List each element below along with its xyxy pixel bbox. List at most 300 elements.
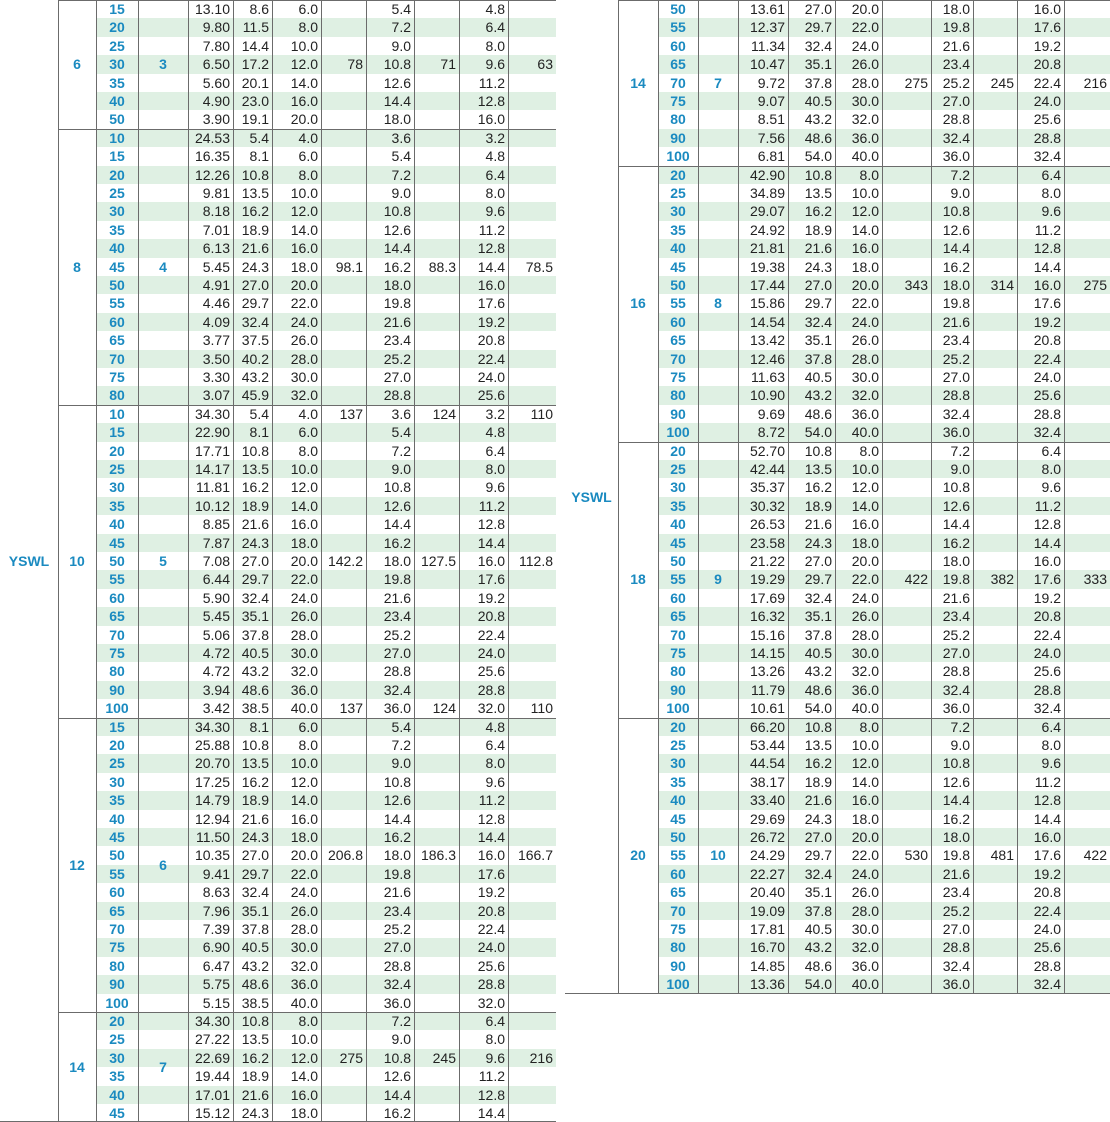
value-cell: 29.69 xyxy=(749,810,785,827)
value-cell: 20.8 xyxy=(477,332,505,349)
value-cell: 20.0 xyxy=(290,277,318,293)
size-cell: 15 xyxy=(109,148,125,165)
size-cell: 40 xyxy=(109,93,125,109)
column-divider xyxy=(788,0,789,994)
table-top-border xyxy=(58,0,556,1)
value-cell: 30.0 xyxy=(290,645,318,661)
size-cell: 90 xyxy=(670,405,686,422)
value-cell: 30.32 xyxy=(749,497,785,514)
value-cell: 32.4 xyxy=(942,681,970,698)
value-cell: 32.4 xyxy=(804,865,832,882)
value-cell: 10.8 xyxy=(383,479,411,496)
value-cell: 32.0 xyxy=(290,663,318,680)
value-cell: 22.69 xyxy=(194,1049,230,1066)
value-cell: 14.4 xyxy=(477,829,505,845)
value-cell: 37.8 xyxy=(804,626,832,643)
value-cell: 40.5 xyxy=(241,645,269,661)
value-cell: 25.6 xyxy=(1033,111,1061,128)
value-cell: 10.8 xyxy=(804,442,832,459)
value-cell: 8.1 xyxy=(249,424,269,441)
value-cell: 18.9 xyxy=(241,1068,269,1085)
size-cell: 55 xyxy=(109,295,125,312)
value-cell: 25.2 xyxy=(942,902,970,919)
value-cell: 4.46 xyxy=(202,295,230,312)
value-cell: 6.4 xyxy=(1041,718,1061,735)
value-cell: 3.07 xyxy=(202,387,230,404)
value-cell: 26.0 xyxy=(290,902,318,919)
group-diameter: 6 xyxy=(73,56,81,73)
value-cell: 29.7 xyxy=(804,295,832,312)
value-cell: 22.0 xyxy=(290,865,318,882)
value-cell: 32.4 xyxy=(942,129,970,146)
value-cell: 14.4 xyxy=(241,37,269,54)
size-cell: 40 xyxy=(670,240,686,257)
value-cell: 19.2 xyxy=(1033,37,1061,54)
value-cell: 29.7 xyxy=(804,571,832,588)
value-cell: 9.0 xyxy=(391,1031,411,1048)
value-cell: 18.9 xyxy=(241,792,269,809)
value-cell: 23.58 xyxy=(749,534,785,551)
value-cell: 14.4 xyxy=(383,1086,411,1103)
value-cell: 21.6 xyxy=(241,240,269,257)
value-cell: 20.8 xyxy=(1033,332,1061,349)
value-cell: 14.0 xyxy=(290,221,318,238)
value-cell: 21.6 xyxy=(241,1086,269,1103)
value-cell: 9.81 xyxy=(202,185,230,201)
size-cell: 40 xyxy=(670,792,686,809)
value-cell: 23.0 xyxy=(241,93,269,109)
size-cell: 70 xyxy=(670,350,686,367)
column-divider xyxy=(1017,0,1018,994)
value-cell: 14.0 xyxy=(290,497,318,514)
value-cell: 9.0 xyxy=(391,185,411,201)
value-cell: 22.4 xyxy=(1033,902,1061,919)
size-cell: 25 xyxy=(109,461,125,477)
size-cell: 80 xyxy=(670,387,686,404)
size-cell: 45 xyxy=(670,810,686,827)
size-cell: 60 xyxy=(670,37,686,54)
value-cell: 6.4 xyxy=(485,1013,505,1029)
value-cell: 7.2 xyxy=(391,19,411,36)
value-cell: 35.1 xyxy=(804,332,832,349)
value-cell: 25.88 xyxy=(194,737,230,753)
value-cell: 36.0 xyxy=(383,700,411,717)
group-index: 6 xyxy=(159,856,167,873)
summary-value: 245 xyxy=(432,1049,456,1066)
value-cell: 7.2 xyxy=(950,166,970,183)
size-cell: 20 xyxy=(109,1013,125,1029)
value-cell: 8.0 xyxy=(298,737,318,753)
value-cell: 18.0 xyxy=(290,258,318,275)
value-cell: 16.2 xyxy=(383,258,411,275)
size-cell: 55 xyxy=(109,865,125,882)
value-cell: 6.0 xyxy=(298,424,318,441)
value-cell: 9.6 xyxy=(485,773,505,790)
value-cell: 8.0 xyxy=(859,166,879,183)
summary-value: 275 xyxy=(339,1049,363,1066)
value-cell: 30.0 xyxy=(290,369,318,385)
size-cell: 30 xyxy=(109,56,125,73)
table-top-border xyxy=(618,0,1110,1)
value-cell: 30.0 xyxy=(851,645,879,661)
value-cell: 8.0 xyxy=(485,461,505,477)
value-cell: 32.4 xyxy=(804,313,832,330)
size-cell: 90 xyxy=(670,681,686,698)
value-cell: 22.4 xyxy=(1033,626,1061,643)
column-divider xyxy=(738,0,739,994)
value-cell: 7.2 xyxy=(391,166,411,183)
value-cell: 37.8 xyxy=(241,921,269,937)
value-cell: 36.0 xyxy=(290,681,318,698)
size-cell: 35 xyxy=(670,221,686,238)
size-cell: 15 xyxy=(109,424,125,441)
value-cell: 28.0 xyxy=(290,626,318,643)
value-cell: 20.70 xyxy=(194,755,230,772)
value-cell: 10.8 xyxy=(804,166,832,183)
table-bottom-border xyxy=(565,993,1110,994)
value-cell: 48.6 xyxy=(241,976,269,993)
value-cell: 21.6 xyxy=(942,313,970,330)
column-divider xyxy=(459,0,460,1122)
value-cell: 19.8 xyxy=(942,847,970,864)
value-cell: 32.4 xyxy=(1033,976,1061,993)
value-cell: 24.0 xyxy=(851,37,879,54)
value-cell: 5.4 xyxy=(391,148,411,165)
group-divider xyxy=(618,442,1110,443)
value-cell: 5.60 xyxy=(202,74,230,91)
value-cell: 10.61 xyxy=(749,700,785,717)
value-cell: 18.0 xyxy=(383,553,411,569)
size-cell: 50 xyxy=(109,847,125,864)
value-cell: 36.0 xyxy=(851,129,879,146)
summary-value: 481 xyxy=(990,847,1014,864)
size-cell: 80 xyxy=(670,939,686,956)
value-cell: 14.0 xyxy=(290,74,318,91)
value-cell: 18.9 xyxy=(804,497,832,514)
value-cell: 19.09 xyxy=(749,902,785,919)
value-cell: 16.0 xyxy=(477,111,505,128)
value-cell: 10.8 xyxy=(942,479,970,496)
value-cell: 22.0 xyxy=(851,571,879,588)
group-index: 7 xyxy=(714,74,722,91)
value-cell: 10.8 xyxy=(383,203,411,220)
value-cell: 14.0 xyxy=(851,773,879,790)
value-cell: 17.6 xyxy=(1033,847,1061,864)
value-cell: 23.4 xyxy=(942,332,970,349)
value-cell: 17.6 xyxy=(477,571,505,588)
value-cell: 23.4 xyxy=(942,56,970,73)
value-cell: 17.6 xyxy=(477,865,505,882)
column-divider xyxy=(882,0,883,994)
value-cell: 6.4 xyxy=(485,737,505,753)
spec-table-right xyxy=(565,0,1110,994)
value-cell: 37.8 xyxy=(804,350,832,367)
value-cell: 22.4 xyxy=(477,921,505,937)
size-cell: 30 xyxy=(109,479,125,496)
value-cell: 10.8 xyxy=(241,737,269,753)
value-cell: 38.5 xyxy=(241,994,269,1011)
value-cell: 20.8 xyxy=(1033,884,1061,901)
value-cell: 6.44 xyxy=(202,571,230,588)
group-diameter: 14 xyxy=(69,1058,85,1075)
value-cell: 24.0 xyxy=(851,865,879,882)
value-cell: 14.85 xyxy=(749,957,785,974)
value-cell: 24.0 xyxy=(290,313,318,330)
value-cell: 3.2 xyxy=(485,405,505,422)
value-cell: 5.4 xyxy=(249,129,269,146)
value-cell: 5.4 xyxy=(391,424,411,441)
value-cell: 16.2 xyxy=(241,203,269,220)
value-cell: 12.0 xyxy=(290,773,318,790)
column-divider xyxy=(138,0,139,1122)
value-cell: 32.0 xyxy=(851,939,879,956)
value-cell: 16.0 xyxy=(477,553,505,569)
value-cell: 40.5 xyxy=(804,369,832,385)
value-cell: 7.2 xyxy=(950,442,970,459)
value-cell: 11.2 xyxy=(478,1068,505,1085)
value-cell: 35.1 xyxy=(804,56,832,73)
value-cell: 16.0 xyxy=(290,93,318,109)
value-cell: 32.0 xyxy=(477,994,505,1011)
value-cell: 12.6 xyxy=(383,497,411,514)
value-cell: 5.06 xyxy=(202,626,230,643)
summary-value: 71 xyxy=(440,56,456,73)
value-cell: 10.0 xyxy=(290,755,318,772)
value-cell: 14.4 xyxy=(383,516,411,533)
summary-value: 98.1 xyxy=(335,258,363,275)
value-cell: 10.8 xyxy=(241,442,269,459)
value-cell: 14.0 xyxy=(851,221,879,238)
value-cell: 4.8 xyxy=(485,148,505,165)
value-cell: 16.0 xyxy=(1033,1,1061,17)
value-cell: 22.0 xyxy=(290,571,318,588)
value-cell: 7.2 xyxy=(391,737,411,753)
group-diameter: 8 xyxy=(73,258,81,275)
value-cell: 19.38 xyxy=(749,258,785,275)
size-cell: 30 xyxy=(670,203,686,220)
value-cell: 17.69 xyxy=(749,589,785,606)
summary-value: 166.7 xyxy=(517,847,553,864)
value-cell: 10.0 xyxy=(851,185,879,201)
value-cell: 9.07 xyxy=(757,93,785,109)
value-cell: 12.6 xyxy=(942,497,970,514)
summary-value: 124 xyxy=(432,405,456,422)
value-cell: 26.0 xyxy=(290,332,318,349)
value-cell: 32.4 xyxy=(241,884,269,901)
value-cell: 9.6 xyxy=(1041,755,1061,772)
value-cell: 24.0 xyxy=(1033,93,1061,109)
value-cell: 20.0 xyxy=(290,553,318,569)
value-cell: 4.72 xyxy=(202,645,230,661)
size-cell: 100 xyxy=(105,994,129,1011)
value-cell: 18.0 xyxy=(290,829,318,845)
group-diameter: 16 xyxy=(630,295,646,312)
size-cell: 20 xyxy=(109,19,125,36)
value-cell: 4.90 xyxy=(202,93,230,109)
size-cell: 75 xyxy=(670,921,686,937)
value-cell: 20.1 xyxy=(241,74,269,91)
value-cell: 20.0 xyxy=(851,1,879,17)
value-cell: 26.72 xyxy=(749,829,785,845)
value-cell: 14.4 xyxy=(942,792,970,809)
summary-value: 422 xyxy=(904,571,928,588)
size-cell: 25 xyxy=(109,1031,125,1048)
value-cell: 7.56 xyxy=(757,129,785,146)
value-cell: 30.0 xyxy=(851,93,879,109)
value-cell: 19.2 xyxy=(477,884,505,901)
value-cell: 36.0 xyxy=(383,994,411,1011)
value-cell: 9.6 xyxy=(1041,479,1061,496)
value-cell: 23.4 xyxy=(383,608,411,625)
value-cell: 12.6 xyxy=(942,773,970,790)
column-divider xyxy=(233,0,234,1122)
value-cell: 21.6 xyxy=(804,792,832,809)
value-cell: 24.3 xyxy=(804,258,832,275)
value-cell: 32.4 xyxy=(804,589,832,606)
value-cell: 9.0 xyxy=(950,185,970,201)
size-cell: 30 xyxy=(670,755,686,772)
value-cell: 12.26 xyxy=(194,166,230,183)
size-cell: 45 xyxy=(109,258,125,275)
value-cell: 8.0 xyxy=(485,185,505,201)
size-cell: 30 xyxy=(109,203,125,220)
value-cell: 21.6 xyxy=(942,865,970,882)
value-cell: 28.8 xyxy=(477,681,505,698)
value-cell: 11.81 xyxy=(196,479,230,496)
value-cell: 8.0 xyxy=(298,1013,318,1029)
value-cell: 22.0 xyxy=(851,295,879,312)
value-cell: 24.29 xyxy=(749,847,785,864)
value-cell: 13.5 xyxy=(241,461,269,477)
value-cell: 16.0 xyxy=(851,792,879,809)
value-cell: 12.0 xyxy=(851,203,879,220)
value-cell: 21.6 xyxy=(383,884,411,901)
value-cell: 15.16 xyxy=(749,626,785,643)
summary-value: 88.3 xyxy=(428,258,456,275)
value-cell: 10.8 xyxy=(241,1013,269,1029)
value-cell: 35.1 xyxy=(241,902,269,919)
value-cell: 24.0 xyxy=(290,589,318,606)
value-cell: 8.0 xyxy=(1041,461,1061,477)
value-cell: 18.0 xyxy=(290,1105,318,1121)
column-divider xyxy=(835,0,836,994)
value-cell: 9.6 xyxy=(485,479,505,496)
value-cell: 19.8 xyxy=(383,295,411,312)
value-cell: 9.0 xyxy=(391,461,411,477)
size-cell: 25 xyxy=(109,37,125,54)
value-cell: 17.6 xyxy=(1033,19,1061,36)
value-cell: 27.0 xyxy=(383,645,411,661)
summary-value: 137 xyxy=(339,405,363,422)
value-cell: 20.8 xyxy=(1033,608,1061,625)
value-cell: 11.2 xyxy=(478,221,505,238)
value-cell: 12.94 xyxy=(194,810,230,827)
size-cell: 65 xyxy=(109,902,125,919)
value-cell: 25.2 xyxy=(942,350,970,367)
value-cell: 12.6 xyxy=(383,74,411,91)
size-cell: 40 xyxy=(109,810,125,827)
column-divider xyxy=(508,0,509,1122)
value-cell: 6.4 xyxy=(485,19,505,36)
size-cell: 75 xyxy=(109,369,125,385)
value-cell: 22.4 xyxy=(1033,350,1061,367)
value-cell: 21.6 xyxy=(383,313,411,330)
size-cell: 80 xyxy=(109,663,125,680)
value-cell: 16.2 xyxy=(942,534,970,551)
value-cell: 12.8 xyxy=(477,810,505,827)
size-cell: 65 xyxy=(670,884,686,901)
value-cell: 8.0 xyxy=(485,1031,505,1048)
size-cell: 65 xyxy=(109,608,125,625)
size-cell: 50 xyxy=(670,829,686,845)
value-cell: 28.8 xyxy=(383,663,411,680)
value-cell: 42.90 xyxy=(749,166,785,183)
value-cell: 24.0 xyxy=(851,589,879,606)
column-divider xyxy=(698,0,699,994)
value-cell: 48.6 xyxy=(804,129,832,146)
value-cell: 13.42 xyxy=(749,332,785,349)
size-cell: 75 xyxy=(109,939,125,956)
value-cell: 38.17 xyxy=(749,773,785,790)
value-cell: 27.22 xyxy=(194,1031,230,1048)
value-cell: 13.36 xyxy=(749,976,785,993)
value-cell: 6.0 xyxy=(298,148,318,165)
size-cell: 20 xyxy=(670,442,686,459)
value-cell: 14.4 xyxy=(383,240,411,257)
size-cell: 60 xyxy=(109,884,125,901)
value-cell: 27.0 xyxy=(942,645,970,661)
value-cell: 22.0 xyxy=(851,19,879,36)
value-cell: 5.45 xyxy=(202,608,230,625)
value-cell: 25.2 xyxy=(383,921,411,937)
value-cell: 48.6 xyxy=(804,681,832,698)
value-cell: 16.2 xyxy=(383,1105,411,1121)
value-cell: 9.6 xyxy=(485,1049,505,1066)
summary-value: 127.5 xyxy=(420,553,456,569)
value-cell: 14.15 xyxy=(749,645,785,661)
value-cell: 40.0 xyxy=(290,700,318,717)
value-cell: 40.5 xyxy=(804,921,832,937)
value-cell: 4.72 xyxy=(202,663,230,680)
size-cell: 35 xyxy=(109,792,125,809)
size-cell: 80 xyxy=(670,111,686,128)
size-cell: 40 xyxy=(670,516,686,533)
value-cell: 3.94 xyxy=(202,681,230,698)
value-cell: 35.1 xyxy=(804,884,832,901)
value-cell: 35.1 xyxy=(241,608,269,625)
column-divider xyxy=(366,0,367,1122)
size-cell: 75 xyxy=(670,369,686,385)
value-cell: 34.89 xyxy=(749,185,785,201)
value-cell: 10.0 xyxy=(851,461,879,477)
value-cell: 3.50 xyxy=(202,350,230,367)
value-cell: 16.2 xyxy=(804,203,832,220)
value-cell: 16.70 xyxy=(749,939,785,956)
summary-value: 78 xyxy=(347,56,363,73)
value-cell: 17.71 xyxy=(194,442,230,459)
value-cell: 12.8 xyxy=(477,240,505,257)
group-index: 3 xyxy=(159,56,167,73)
value-cell: 54.0 xyxy=(804,148,832,165)
value-cell: 48.6 xyxy=(804,405,832,422)
size-cell: 25 xyxy=(109,185,125,201)
value-cell: 11.2 xyxy=(1034,773,1061,790)
value-cell: 8.51 xyxy=(757,111,785,128)
value-cell: 5.45 xyxy=(202,258,230,275)
value-cell: 7.2 xyxy=(950,718,970,735)
value-cell: 24.3 xyxy=(241,534,269,551)
value-cell: 26.0 xyxy=(290,608,318,625)
